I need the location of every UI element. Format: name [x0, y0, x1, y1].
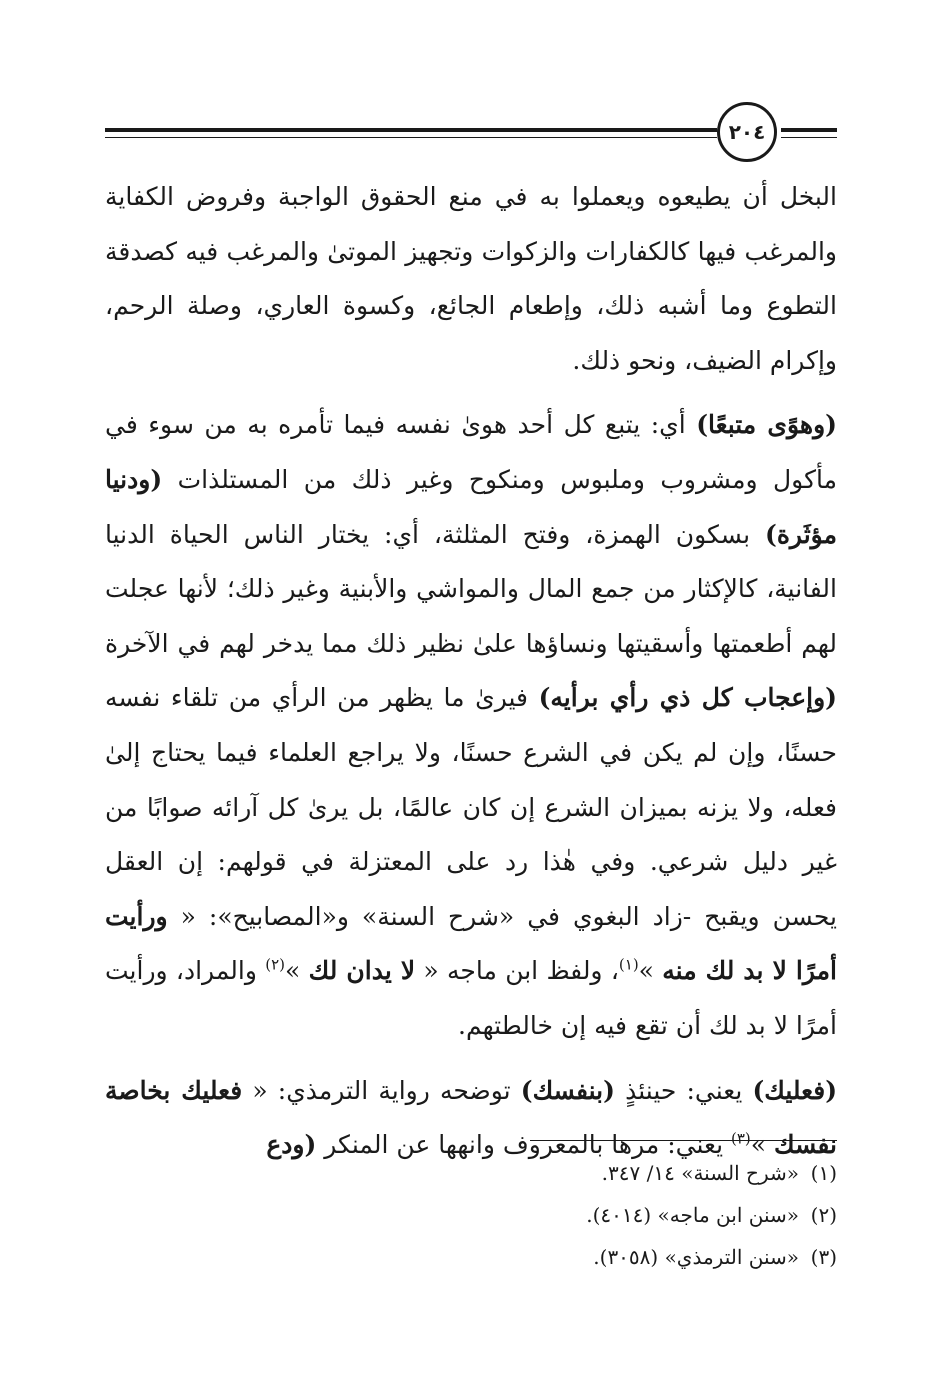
- commentary-text: »: [750, 1130, 775, 1160]
- header-rule-thick: [105, 128, 717, 132]
- matn-quote: ورأيت أمرًا لا بد لك منه: [105, 901, 837, 986]
- footnote-item: [105, 1152, 837, 1194]
- commentary-text: بسكون الهمزة، وفتح المثلثة، أي: يختار الناس الحياة الدنيا الفانية، كالإكثار من جمع المال والمواشي والأبنية وغير ذلك؛ لأنها عجلت لهم أطعمتها وأسقيتها ونساؤها علىٰ نظير ذلك مما يدخر لهم في الآخرة: [105, 519, 837, 658]
- commentary-text: البخل أن يطيعوه ويعملوا به في منع الحقوق الواجبة وفروض الكفاية والمرغب فيها كالكفارات والزكوات وتجهيز الموتىٰ والمرغب فيه كصدقة التطوع وما أشبه ذلك، وإطعام الجائع، وكسوة العاري، وصلة الرحم، وإكرام الضيف، ونحو ذلك.: [105, 182, 837, 375]
- header-rule-right: [781, 128, 837, 132]
- matn-quote: (وهوًى متبعًا): [696, 410, 837, 440]
- commentary-text: فيرىٰ ما يظهر من الرأي من تلقاء نفسه حسنًا، وإن لم يكن في الشرع حسنًا، ولا يراجع العلماء فيما يحتاج إلىٰ فعله، ولا يزنه بميزان الشرع إن كان عالمًا، بل يرىٰ كل آرائه صوابًا من غير دليل شرعي. وفي هٰذا رد على المعتزلة في قولهم: إن العقل يحسن ويقبح -زاد البغوي في «شرح السنة» و«المصابيح»: «: [105, 683, 837, 931]
- footnote-number: (١): [810, 1161, 837, 1185]
- commentary-text: أي: يتبع كل أحد هوىٰ نفسه فيما تأمره به من سوء في مأكول ومشروب وملبوس ومنكوح وغير ذلك من المستلذات: [105, 410, 837, 494]
- commentary-text: يعني: مرها بالمعروف وانهها عن المنكر: [316, 1130, 731, 1160]
- footnote-ref: (١): [618, 955, 639, 974]
- page-number-badge: [717, 102, 777, 162]
- matn-quote: (ودنيا مؤثَرة): [105, 464, 837, 549]
- footnote-item: [105, 1194, 837, 1236]
- page-header: [105, 100, 837, 170]
- matn-quote: (فعليك): [752, 1075, 838, 1105]
- footnotes: [105, 1152, 837, 1278]
- header-rule-right-thin: [781, 137, 837, 138]
- footnote-number: (٢): [810, 1203, 837, 1227]
- commentary-text: »: [285, 956, 309, 986]
- commentary-text: »: [638, 956, 663, 986]
- matn-quote: فعليك بخاصة نفسك: [105, 1075, 837, 1160]
- commentary-text: والمراد، ورأيت أمرًا لا بد لك أن تقع فيه إن خالطتهم.: [105, 956, 837, 1040]
- footnote-item: [105, 1236, 837, 1278]
- paragraph: [105, 170, 837, 388]
- page-number: ٢٠٤: [728, 120, 766, 144]
- matn-quote: (وإعجاب كل ذي رأي برأيه): [538, 683, 837, 713]
- footnote-text: «سنن ابن ماجه» (٤٠١٤).: [586, 1203, 799, 1227]
- commentary-text: يعني: حينئذٍ: [614, 1075, 753, 1105]
- paragraph: [105, 398, 837, 1053]
- footnote-text: «شرح السنة» ١٤/ ٣٤٧.: [601, 1161, 799, 1185]
- footnote-text: «سنن الترمذي» (٣٠٥٨).: [593, 1245, 799, 1269]
- matn-quote: لا يدان لك: [308, 956, 416, 986]
- footnote-divider: [530, 1140, 837, 1141]
- main-text: [105, 170, 837, 1183]
- matn-quote: (ودع: [266, 1130, 317, 1160]
- commentary-text: ، ولفظ ابن ماجه «: [415, 956, 619, 986]
- footnote-ref: (٢): [265, 955, 286, 974]
- commentary-text: توضحه رواية الترمذي: «: [242, 1075, 521, 1105]
- header-rule-thin: [105, 137, 717, 138]
- footnote-ref: (٣): [730, 1129, 751, 1148]
- matn-quote: (بنفسك): [520, 1075, 615, 1105]
- footnote-number: (٣): [810, 1245, 837, 1269]
